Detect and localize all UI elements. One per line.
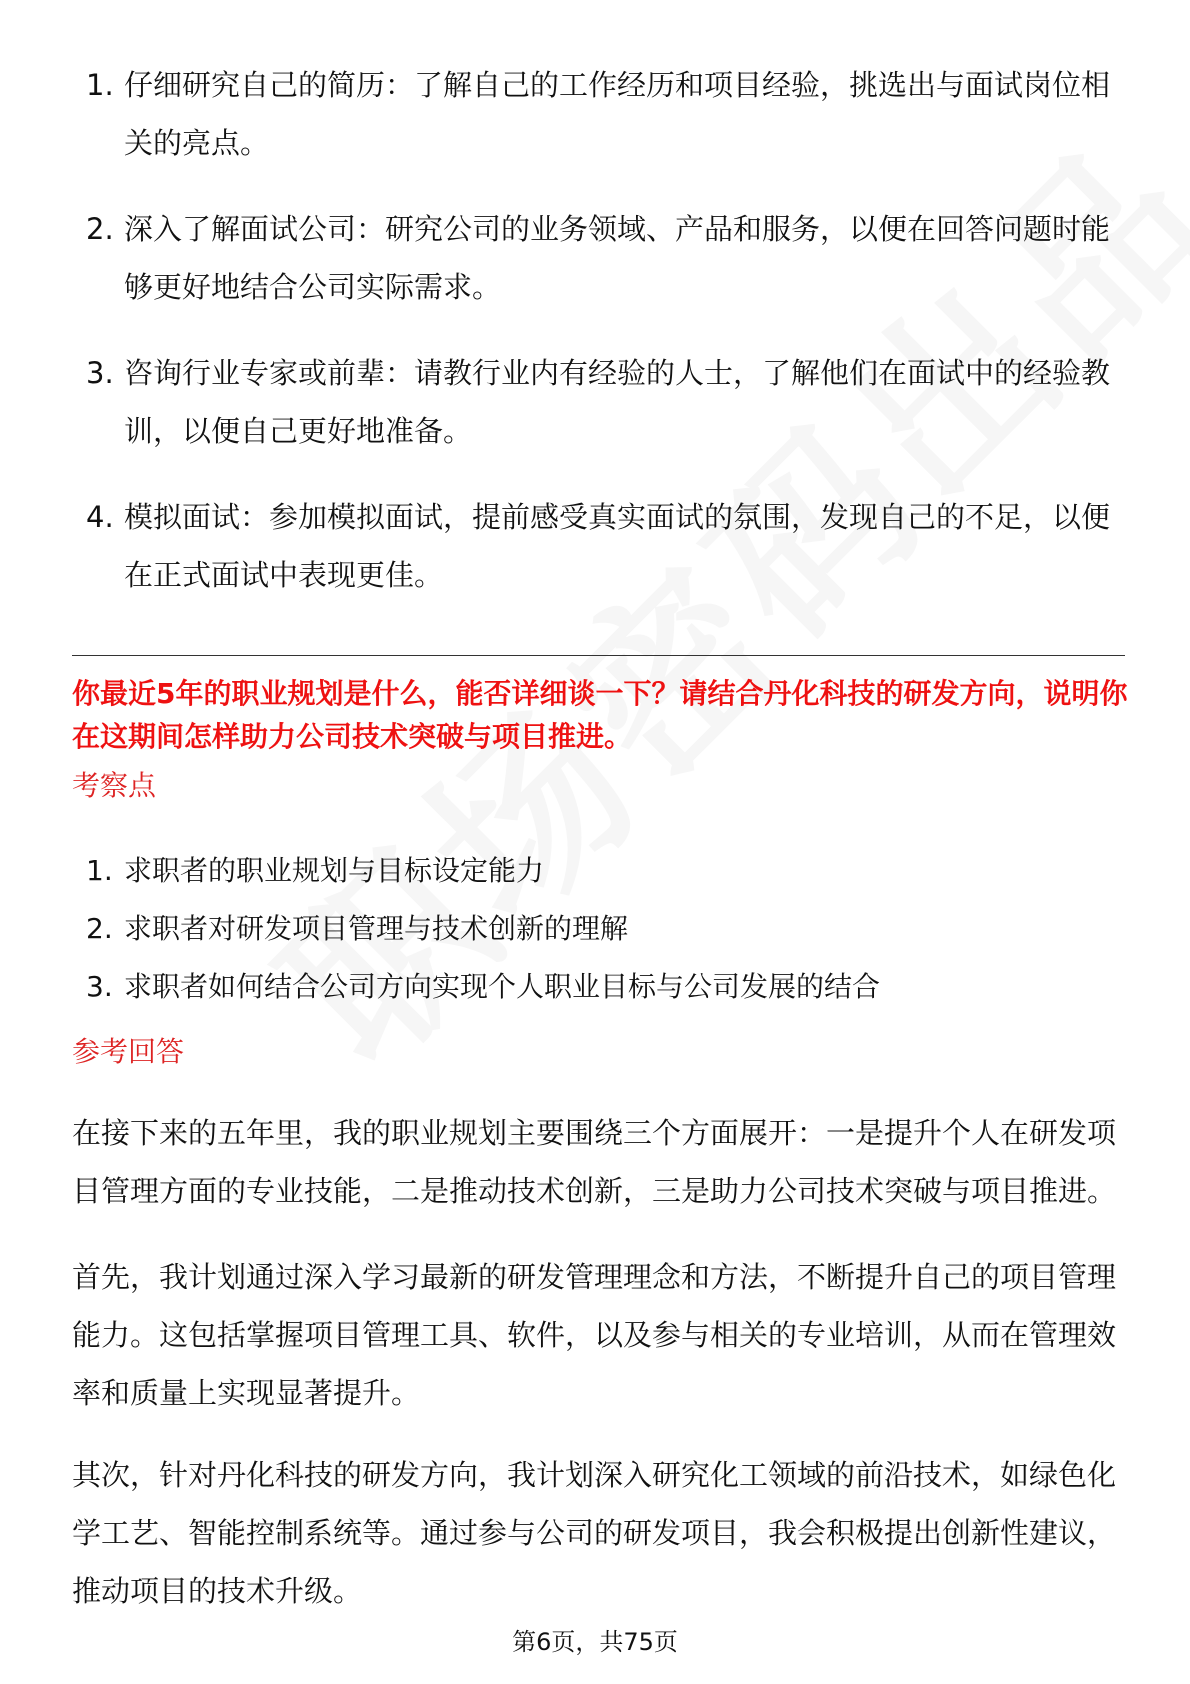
focus-title: 考察点 — [72, 769, 157, 802]
list-item-text: 求职者对研发项目管理与技术创新的理解 — [124, 912, 629, 945]
list-item-number: 2. — [86, 212, 114, 246]
answer-paragraph: 首先，我计划通过深入学习最新的研发管理理念和方法，不断提升自己的项目管理能力。这包括掌握项目管理工具、软件，以及参与相关的专业培训，从而在管理效率和质量上实现显著提升。 — [72, 1260, 1117, 1410]
list-item-text: 深入了解面试公司：研究公司的业务领域、产品和服务，以便在回答问题时能够更好地结合公司实际需求。 — [124, 212, 1111, 304]
list-item-number: 3. — [86, 970, 113, 1003]
list-item-number: 3. — [86, 356, 114, 390]
list-item — [72, 900, 1132, 958]
list-item-text: 求职者的职业规划与目标设定能力 — [124, 854, 545, 887]
list-item-number: 1. — [86, 68, 114, 102]
interview-question: 你最近5年的职业规划是什么，能否详细谈一下？请结合丹化科技的研发方向，说明你在这期间怎样助力公司技术突破与项目推进。 — [72, 677, 1128, 753]
list-item-text: 求职者如何结合公司方向实现个人职业目标与公司发展的结合 — [124, 970, 881, 1003]
list-item-text: 仔细研究自己的简历：了解自己的工作经历和项目经验，挑选出与面试岗位相关的亮点。 — [124, 68, 1111, 160]
section-divider — [72, 655, 1125, 656]
list-item — [72, 56, 1132, 172]
list-item — [72, 344, 1132, 460]
list-item-number: 2. — [86, 912, 113, 945]
reference-title: 参考回答 — [72, 1035, 185, 1068]
list-item — [72, 488, 1132, 604]
answer-paragraph: 其次，针对丹化科技的研发方向，我计划深入研究化工领域的前沿技术，如绿色化学工艺、智能控制系统等。通过参与公司的研发项目，我会积极提出创新性建议，推动项目的技术升级。 — [72, 1458, 1117, 1608]
list-item — [72, 958, 1132, 1016]
answer-paragraph: 在接下来的五年里，我的职业规划主要围绕三个方面展开：一是提升个人在研发项目管理方面的专业技能，二是推动技术创新，三是助力公司技术突破与项目推进。 — [72, 1116, 1117, 1208]
page-footer: 第6页，共75页 — [512, 1628, 678, 1656]
list-item-text: 模拟面试：参加模拟面试，提前感受真实面试的氛围，发现自己的不足，以便在正式面试中表现更佳。 — [124, 500, 1111, 592]
preparation-list — [72, 56, 1132, 632]
list-item-text: 咨询行业专家或前辈：请教行业内有经验的人士，了解他们在面试中的经验教训，以便自己更好地准备。 — [124, 356, 1111, 448]
list-item-number: 1. — [86, 854, 113, 887]
list-item — [72, 200, 1132, 316]
focus-list — [72, 842, 1132, 1016]
list-item — [72, 842, 1132, 900]
list-item-number: 4. — [86, 500, 114, 534]
